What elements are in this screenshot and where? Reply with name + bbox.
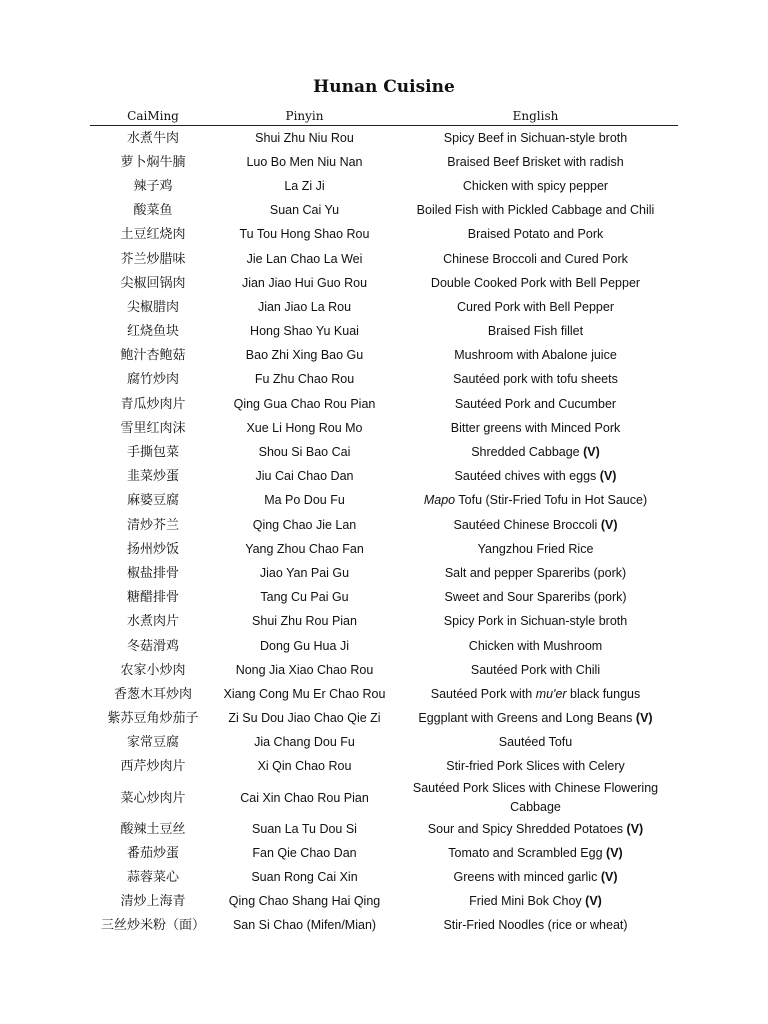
english-text: Sautéed chives with eggs (454, 469, 597, 484)
cell-english (393, 865, 678, 889)
table-row (90, 489, 678, 513)
cell-caiming: 椒盐排骨 (126, 565, 179, 581)
cell-caiming: 番茄炒蛋 (126, 845, 179, 861)
cell-caiming: 酸辣土豆丝 (120, 821, 186, 837)
cell-pinyin: Jiao Yan Pai Gu (259, 565, 350, 580)
cell-english (393, 561, 678, 585)
cell-english (393, 174, 678, 198)
english-text: Mushroom with Abalone juice (454, 348, 617, 363)
cell-english (393, 392, 678, 416)
cell-english (393, 755, 678, 779)
cell-caiming: 尖椒腊肉 (126, 299, 179, 315)
table-row (90, 890, 678, 914)
cell-pinyin: Jiu Cai Chao Dan (255, 469, 354, 484)
cell-caiming: 水煮牛肉 (126, 130, 179, 146)
cell-english (393, 841, 678, 865)
cell-english (393, 150, 678, 174)
cell-english (393, 537, 678, 561)
table-body (90, 126, 678, 939)
cell-caiming: 西芹炒肉片 (120, 759, 186, 775)
table-row (90, 247, 678, 271)
cell-caiming: 腐竹炒肉 (126, 372, 179, 388)
english-text: Boiled Fish with Pickled Cabbage and Chili (416, 203, 655, 218)
table-row (90, 368, 678, 392)
cell-pinyin: San Si Chao (Mifen/Mian) (232, 918, 377, 933)
cell-pinyin: Fan Qie Chao Dan (252, 845, 357, 860)
cell-caiming: 菜心炒肉片 (120, 790, 186, 806)
cell-pinyin: Qing Chao Jie Lan (252, 517, 357, 532)
table-row (90, 682, 678, 706)
cell-pinyin: Zi Su Dou Jiao Chao Qie Zi (228, 711, 381, 726)
cell-caiming: 水煮肉片 (126, 614, 179, 630)
vegetarian-badge: (V) (600, 517, 618, 532)
english-text: Shredded Cabbage (471, 445, 580, 460)
english-text: Braised Potato and Pork (467, 227, 604, 242)
cell-english (393, 271, 678, 295)
cell-english (393, 223, 678, 247)
cell-pinyin: Qing Gua Chao Rou Pian (233, 396, 376, 411)
table-row (90, 271, 678, 295)
table-row (90, 914, 678, 938)
table-row (90, 199, 678, 223)
table-row (90, 223, 678, 247)
cell-caiming: 冬菇滑鸡 (126, 638, 179, 654)
table-row (90, 295, 678, 319)
english-text: Sweet and Sour Spareribs (pork) (444, 590, 627, 605)
english-text: Tomato and Scrambled Egg (448, 845, 603, 860)
cell-english (393, 489, 678, 513)
table-row (90, 658, 678, 682)
cell-caiming: 清炒芥兰 (126, 517, 179, 533)
table-row (90, 320, 678, 344)
cell-pinyin: Jian Jiao La Rou (257, 299, 352, 314)
cell-caiming: 雪里红肉沫 (120, 420, 186, 436)
table-row (90, 634, 678, 658)
cell-english (393, 247, 678, 271)
english-text: Chicken with spicy pepper (462, 178, 609, 193)
cell-pinyin: Tu Tou Hong Shao Rou (239, 227, 370, 242)
table-row (90, 841, 678, 865)
table-row (90, 537, 678, 561)
english-text: Bitter greens with Minced Pork (450, 420, 621, 435)
table-row (90, 755, 678, 779)
cell-pinyin: Dong Gu Hua Ji (260, 638, 349, 653)
table-row (90, 865, 678, 889)
english-text: Greens with minced garlic (453, 870, 598, 885)
cell-pinyin: Fu Zhu Chao Rou (254, 372, 355, 387)
cell-english (393, 295, 678, 319)
english-text: Sautéed Chinese Broccoli (453, 517, 598, 532)
cell-english (393, 440, 678, 464)
cell-english (393, 199, 678, 223)
table-row (90, 344, 678, 368)
cell-caiming: 家常豆腐 (126, 735, 179, 751)
cell-caiming: 清炒上海青 (120, 894, 186, 910)
cell-pinyin: La Zi Ji (284, 178, 325, 193)
english-text: Double Cooked Pork with Bell Pepper (430, 275, 641, 290)
cell-caiming: 手撕包菜 (126, 445, 179, 461)
english-text: Fried Mini Bok Choy (469, 894, 582, 909)
table-row (90, 440, 678, 464)
table-row (90, 513, 678, 537)
table-row (90, 586, 678, 610)
cell-pinyin: Jie Lan Chao La Wei (246, 251, 363, 266)
cell-english (393, 731, 678, 755)
cell-caiming: 韭菜炒蛋 (126, 469, 179, 485)
cell-caiming: 三丝炒米粉（面） (100, 918, 205, 934)
cell-english (393, 320, 678, 344)
vegetarian-badge: (V) (606, 845, 623, 860)
cell-english (393, 344, 678, 368)
vegetarian-badge: (V) (635, 711, 653, 726)
page-title: Hunan Cuisine (313, 77, 455, 97)
header-caiming: CaiMing (90, 106, 216, 126)
vegetarian-badge: (V) (585, 894, 602, 909)
cell-caiming: 蒜蓉菜心 (126, 870, 179, 886)
cell-english (393, 610, 678, 634)
cell-pinyin: Tang Cu Pai Gu (260, 590, 349, 605)
cell-pinyin: Cai Xin Chao Rou Pian (240, 790, 369, 805)
cell-pinyin: Suan Rong Cai Xin (251, 870, 358, 885)
table-row (90, 174, 678, 198)
cell-pinyin: Shui Zhu Niu Rou (255, 130, 354, 145)
cell-caiming: 辣子鸡 (133, 178, 173, 194)
cell-caiming: 农家小炒肉 (120, 662, 186, 678)
english-text: Cured Pork with Bell Pepper (456, 299, 615, 314)
cell-pinyin: Xiang Cong Mu Er Chao Rou (223, 686, 386, 701)
cell-english (393, 914, 678, 938)
cell-caiming: 土豆红烧肉 (120, 227, 186, 243)
cell-caiming: 扬州炒饭 (126, 541, 179, 557)
vegetarian-badge: (V) (626, 821, 644, 836)
english-text: Yangzhou Fried Rice (477, 541, 594, 556)
english-text: Sautéed pork with tofu sheets (453, 372, 618, 387)
vegetarian-badge: (V) (583, 445, 600, 460)
english-text: Chicken with Mushroom (468, 638, 603, 653)
cell-pinyin: Luo Bo Men Niu Nan (246, 154, 363, 169)
cell-english (393, 586, 678, 610)
cell-pinyin: Suan La Tu Dou Si (252, 821, 357, 836)
english-text: Salt and pepper Spareribs (pork) (444, 565, 627, 580)
cell-caiming: 鲍汁杏鲍菇 (120, 348, 186, 364)
english-italic-text: mu'er (535, 686, 567, 701)
vegetarian-badge: (V) (599, 469, 617, 484)
cell-pinyin: Xi Qin Chao Rou (257, 759, 352, 774)
english-text: Sautéed Pork with Chili (470, 662, 601, 677)
cell-english (393, 890, 678, 914)
english-text: Spicy Pork in Sichuan-style broth (443, 614, 628, 629)
english-text: Spicy Beef in Sichuan-style broth (443, 130, 628, 145)
table-row (90, 416, 678, 440)
cell-english (393, 817, 678, 841)
menu-table (90, 106, 678, 938)
cell-english (393, 513, 678, 537)
cell-english (393, 465, 678, 489)
cell-caiming: 麻婆豆腐 (126, 493, 179, 509)
cell-english (393, 779, 678, 817)
vegetarian-badge: (V) (600, 870, 618, 885)
cell-english (393, 368, 678, 392)
cell-english (393, 707, 678, 731)
cell-caiming: 紫苏豆角炒茄子 (107, 711, 199, 727)
cell-english (393, 126, 678, 151)
cell-caiming: 青瓜炒肉片 (120, 396, 186, 412)
cell-english (393, 658, 678, 682)
cell-pinyin: Suan Cai Yu (269, 203, 340, 218)
cell-caiming: 芥兰炒腊味 (120, 251, 186, 267)
cell-caiming: 尖椒回锅肉 (120, 275, 186, 291)
cell-pinyin: Yang Zhou Chao Fan (245, 541, 364, 556)
cell-pinyin: Jia Chang Dou Fu (254, 735, 355, 750)
cell-caiming: 香葱木耳炒肉 (113, 686, 192, 702)
cell-english (393, 416, 678, 440)
english-text: Eggplant with Greens and Long Beans (418, 711, 633, 726)
table-row (90, 610, 678, 634)
cell-english (393, 682, 678, 706)
table-row (90, 126, 678, 151)
cell-caiming: 酸菜鱼 (133, 203, 173, 219)
cell-caiming: 红烧鱼块 (126, 324, 179, 340)
english-text: Sautéed Pork Slices with Chinese Flowering Cabbage (412, 781, 659, 815)
table-row (90, 392, 678, 416)
english-text: Braised Fish fillet (487, 324, 584, 339)
table-row (90, 731, 678, 755)
cell-pinyin: Shou Si Bao Cai (258, 445, 351, 460)
english-text: Chinese Broccoli and Cured Pork (443, 251, 628, 266)
english-text: Sautéed Tofu (498, 735, 573, 750)
table-header-row (90, 106, 678, 126)
table-row (90, 465, 678, 489)
cell-pinyin: Jian Jiao Hui Guo Rou (241, 275, 368, 290)
cell-pinyin: Hong Shao Yu Kuai (250, 324, 359, 339)
english-text: Sautéed Pork and Cucumber (454, 396, 617, 411)
cell-pinyin: Bao Zhi Xing Bao Gu (245, 348, 364, 363)
cell-pinyin: Shui Zhu Rou Pian (252, 614, 357, 629)
english-text: Braised Beef Brisket with radish (447, 154, 624, 169)
header-pinyin: Pinyin (216, 106, 393, 126)
cell-english (393, 634, 678, 658)
cell-pinyin: Nong Jia Xiao Chao Rou (235, 662, 374, 677)
cell-pinyin: Xue Li Hong Rou Mo (246, 420, 363, 435)
english-text: Tofu (Stir-Fried Tofu in Hot Sauce) (458, 493, 648, 508)
table-row (90, 779, 678, 817)
table-row (90, 707, 678, 731)
english-text: Sour and Spicy Shredded Potatoes (427, 821, 624, 836)
cell-caiming: 萝卜焖牛腩 (120, 154, 186, 170)
header-english: English (393, 106, 678, 126)
english-text: black fungus (570, 686, 641, 701)
table-row (90, 561, 678, 585)
cell-pinyin: Ma Po Dou Fu (264, 493, 345, 508)
cell-pinyin: Qing Chao Shang Hai Qing (228, 894, 381, 909)
table-row (90, 150, 678, 174)
english-italic-text: Mapo (423, 493, 456, 508)
table-row (90, 817, 678, 841)
english-text: Stir-Fried Noodles (rice or wheat) (443, 918, 628, 933)
english-text: Stir-fried Pork Slices with Celery (446, 759, 625, 774)
cell-caiming: 糖醋排骨 (126, 590, 179, 606)
english-text: Sautéed Pork with (430, 686, 533, 701)
